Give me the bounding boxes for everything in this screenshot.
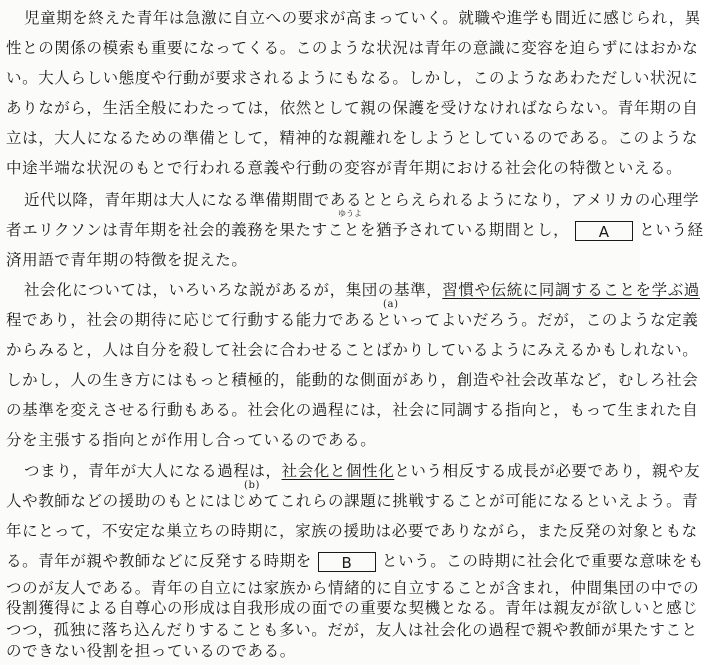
marker-b: (b) — [244, 480, 261, 491]
p1-line-1: 児童期を終えた青年は急激に自立への要求が高まっていく。就職や進学も間近に感じられ，異 — [24, 9, 701, 27]
p2-line-2-tail: という経 — [639, 221, 704, 239]
p1-line-5: 立は，大人になるための準備として，精神的な親離れをしようとしているのである。このような — [6, 129, 698, 147]
ruby-yuuyo: ゆうよ — [338, 209, 362, 218]
p4-line-3: 年にとって，不安定な巣立ちの時期に，家族の援助は必要でありながら，また反発の対象ともな — [6, 522, 698, 540]
p1-line-6: 中途半端な状況のもとで行われる意義や行動の変容が青年期における社会化の特徴といえる。 — [6, 159, 683, 177]
p4-line-1 — [24, 461, 700, 481]
answer-box-a: A — [575, 221, 633, 241]
p3-line-4: しかし，人の生き方にはもっと積極的，能動的な側面があり，創造や社会改革など，むしろ社会 — [6, 371, 699, 389]
p1-line-3: い。大人らしい態度や行動が要求されるようにもなる。しかし，このようなあわただしい状況に — [6, 69, 699, 87]
p4-line-4-tail: という。この時期に社会化で重要な意味をも — [381, 552, 704, 570]
p4-line-4 — [6, 551, 704, 572]
p3-line-6: 分を主張する指向とが作用し合っているのである。 — [6, 431, 377, 449]
answer-box-b: B — [318, 552, 376, 572]
p3-line-3: からみると，人は自分を殺して社会に合わせることばかりしているようにみえるかもしれない。 — [6, 341, 699, 359]
p2-line-2 — [6, 220, 704, 241]
p4-line-2: 人や教師などの援助のもとにはじめてこれらの課題に挑戦することが可能になるといえよう。青 — [6, 492, 699, 510]
p3-line-1 — [24, 280, 700, 300]
underline-a: 習慣や伝統に同調することを学ぶ過 — [442, 281, 700, 299]
marker-a: (a) — [383, 299, 399, 310]
p1-line-2: 性との関係の模索も重要になってくる。このような状況は青年の意識に変容を迫らずにはおかな — [6, 39, 699, 57]
underline-b: 社会化と個性化 — [281, 462, 395, 480]
p4-line-1-tail: という相反する成長が必要であり，親や友 — [394, 462, 701, 480]
p4-line-4-text: る。青年が親や教師などに反発する時期を — [6, 552, 312, 570]
p4-line-1-text: つまり，青年が大人になる過程は， — [24, 462, 282, 480]
p2-line-3: 済用語で青年期の特徴を捉えた。 — [6, 251, 248, 269]
p2-line-2-text: 者エリクソンは青年期を社会的義務を果たすことを猶予されている期間とし， — [6, 221, 570, 239]
p3-line-2: 程であり，社会の期待に応じて行動する能力であるといってよいだろう。だが，このような定義 — [6, 311, 699, 329]
p1-line-4: ありながら，生活全般にわたっては，依然として親の保護を受けなければならない。青年期の自 — [6, 99, 699, 117]
p3-line-1-text: 社会化については，いろいろな説があるが，集団の基準， — [24, 281, 443, 299]
p2-line-1: 近代以降，青年期は大人になる準備期間であるととらえられるようになり，アメリカの心理学 — [24, 191, 700, 209]
p4-line-5: つのが友人である。青年の自立には家族から情緒的に自立することが含まれ，仲間集団の中での — [6, 579, 700, 597]
p4-line-8: のできない役割を担っているのである。 — [6, 642, 296, 660]
p3-line-5: の基準を変えさせる行動もある。社会化の過程には，社会に同調する指向と，もって生まれた自 — [6, 401, 699, 419]
p4-line-7: つつ，孤独に落ち込んだりすることも多い。だが，友人は社会化の過程で親や教師が果たすこと — [6, 621, 698, 639]
p4-line-6: 役割獲得による自尊心の形成は自我形成の面での重要な契機となる。青年は親友が欲しいと感じ — [6, 599, 699, 617]
